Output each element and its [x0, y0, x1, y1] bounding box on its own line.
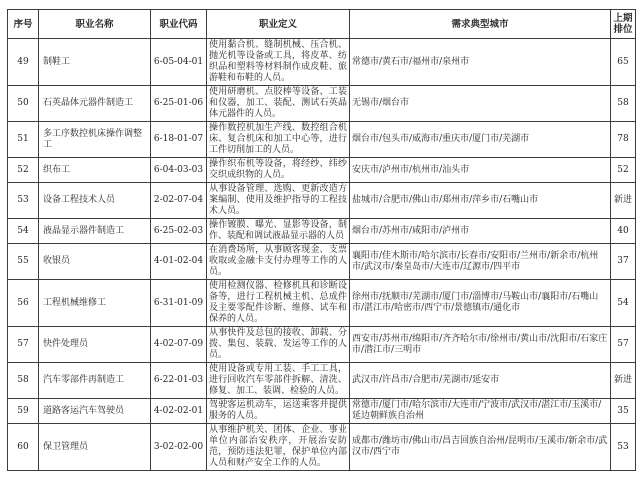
cell-serial-no: 56	[8, 280, 39, 327]
table-body	[8, 39, 636, 471]
occupation-row	[8, 219, 636, 244]
cell-occupation-code: 4-01-02-04	[151, 244, 207, 280]
occupation-row	[8, 327, 636, 363]
cell-occupation-code: 4-02-07-09	[151, 327, 207, 363]
cell-occupation-name: 保卫管理员	[39, 424, 151, 471]
occupations-table	[7, 9, 636, 471]
occupation-row	[8, 158, 636, 183]
occupation-row	[8, 86, 636, 122]
cell-occupation-name: 多工序数控机床操作调整工	[39, 122, 151, 158]
occupation-row	[8, 280, 636, 327]
cell-definition: 从事快件及总包的接收、卸载、分拨、集包、装载、发运等工作的人员。	[207, 327, 350, 363]
occupation-row	[8, 244, 636, 280]
cell-prev-rank: 57	[611, 327, 636, 363]
cell-definition: 使用研磨机、点胶棒等设备、工装和仪器，加工、装配、测试石英晶体元器件的人员。	[207, 86, 350, 122]
cell-serial-no: 58	[8, 363, 39, 399]
cell-serial-no: 53	[8, 183, 39, 219]
cell-occupation-code: 6-25-02-03	[151, 219, 207, 244]
cell-definition: 从事维护机关、团体、企业、事业单位内部治安秩序，开展治安防范，预防违法犯罪，保护单位内部人员和财产安全工作的人员。	[207, 424, 350, 471]
cell-serial-no: 50	[8, 86, 39, 122]
cell-demand-cities: 武汉市/许昌市/合肥市/芜湖市/延安市	[350, 363, 611, 399]
occupation-row	[8, 39, 636, 86]
cell-occupation-name: 石英晶体元器件制造工	[39, 86, 151, 122]
cell-occupation-name: 工程机械维修工	[39, 280, 151, 327]
column-header-demand-cities: 需求典型城市	[350, 10, 611, 39]
cell-occupation-name: 快件处理员	[39, 327, 151, 363]
cell-demand-cities: 西安市/苏州市/绵阳市/齐齐哈尔市/徐州市/黄山市/沈阳市/石家庄市/潜江市/三明市	[350, 327, 611, 363]
column-header-prev-rank: 上期排位	[611, 10, 636, 39]
cell-serial-no: 54	[8, 219, 39, 244]
cell-prev-rank: 78	[611, 122, 636, 158]
cell-demand-cities: 盐城市/合肥市/佛山市/郑州市/萍乡市/石嘴山市	[350, 183, 611, 219]
occupation-row	[8, 399, 636, 424]
cell-demand-cities: 襄阳市/佳木斯市/哈尔滨市/长春市/安阳市/兰州市/新余市/杭州市/武汉市/秦皇岛市/大连市/辽源市/四平市	[350, 244, 611, 280]
cell-prev-rank: 37	[611, 244, 636, 280]
cell-prev-rank: 40	[611, 219, 636, 244]
cell-occupation-name: 收银员	[39, 244, 151, 280]
cell-demand-cities: 常德市/黄石市/福州市/泉州市	[350, 39, 611, 86]
cell-definition: 使用黏合机、缝制机械、压合机、抛光机等设备或工具，将皮革、纺织品和塑料等材料制作成皮鞋、旅游鞋和布鞋的人员。	[207, 39, 350, 86]
cell-occupation-code: 4-02-02-01	[151, 399, 207, 424]
cell-prev-rank: 52	[611, 158, 636, 183]
column-header-occupation-name: 职业名称	[39, 10, 151, 39]
cell-prev-rank: 35	[611, 399, 636, 424]
cell-demand-cities: 无锡市/烟台市	[350, 86, 611, 122]
cell-demand-cities: 烟台市/苏州市/咸阳市/泸州市	[350, 219, 611, 244]
cell-demand-cities: 烟台市/包头市/威海市/重庆市/厦门市/芜湖市	[350, 122, 611, 158]
cell-serial-no: 55	[8, 244, 39, 280]
cell-definition: 操作镀膜、曝光、显影等设备，制作、装配和调试液晶显示器的人员	[207, 219, 350, 244]
cell-definition: 使用设备或专用工装、手工工具，进行回收汽车零部件拆解、清洗、修复、加工、装调、检验的人员。	[207, 363, 350, 399]
column-header-definition: 职业定义	[207, 10, 350, 39]
column-header-occupation-code: 职业代码	[151, 10, 207, 39]
column-header-no: 序号	[8, 10, 39, 39]
cell-serial-no: 57	[8, 327, 39, 363]
cell-occupation-name: 制鞋工	[39, 39, 151, 86]
cell-occupation-code: 6-05-04-01	[151, 39, 207, 86]
cell-prev-rank: 新进	[611, 363, 636, 399]
cell-prev-rank: 58	[611, 86, 636, 122]
header-row	[8, 10, 636, 39]
cell-definition: 在消费场所，从事顾客现金、支票收取或金融卡支付办理等工作的人员。	[207, 244, 350, 280]
cell-serial-no: 60	[8, 424, 39, 471]
cell-prev-rank: 新进	[611, 183, 636, 219]
occupation-row	[8, 363, 636, 399]
cell-demand-cities: 常德市/厦门市/哈尔滨市/大连市/宁波市/武汉市/湛江市/玉溪市/延边朝鲜族自治州	[350, 399, 611, 424]
cell-occupation-code: 3-02-02-00	[151, 424, 207, 471]
cell-occupation-name: 织布工	[39, 158, 151, 183]
cell-occupation-name: 设备工程技术人员	[39, 183, 151, 219]
cell-definition: 操作数控机加生产线、数控组合机床、复合机床和加工中心等，进行工件切削加工的人员。	[207, 122, 350, 158]
cell-serial-no: 52	[8, 158, 39, 183]
cell-occupation-code: 6-04-03-03	[151, 158, 207, 183]
cell-demand-cities: 徐州市/抚顺市/芜湖市/厦门市/淄博市/马鞍山市/襄阳市/石嘴山市/湛江市/哈密市/西宁市/景德镇市/通化市	[350, 280, 611, 327]
cell-definition: 驾驶客运机动车，运送乘客并提供服务的人员。	[207, 399, 350, 424]
occupation-row	[8, 122, 636, 158]
table-header	[8, 10, 636, 39]
cell-prev-rank: 65	[611, 39, 636, 86]
cell-prev-rank: 53	[611, 424, 636, 471]
cell-occupation-name: 汽车零部件再制造工	[39, 363, 151, 399]
cell-definition: 使用检测仪器、检修机具和诊断设备等，进行工程机械主机、总成件及主要零配件诊断、维修、试车和保养的人员。	[207, 280, 350, 327]
occupation-row	[8, 183, 636, 219]
cell-occupation-code: 6-18-01-07	[151, 122, 207, 158]
cell-definition: 操作织布机等设备，将经纱、纬纱交织成织物的人员。	[207, 158, 350, 183]
cell-occupation-code: 2-02-07-04	[151, 183, 207, 219]
cell-demand-cities: 成都市/潍坊市/佛山市/昌吉回族自治州/昆明市/玉溪市/新余市/武汉市/西宁市	[350, 424, 611, 471]
cell-occupation-name: 道路客运汽车驾驶员	[39, 399, 151, 424]
cell-definition: 从事设备管理、选购、更新改造方案编制、使用及维护指导的工程技术人员。	[207, 183, 350, 219]
cell-occupation-code: 6-31-01-09	[151, 280, 207, 327]
cell-serial-no: 49	[8, 39, 39, 86]
cell-demand-cities: 安庆市/泸州市/杭州市/汕头市	[350, 158, 611, 183]
cell-serial-no: 59	[8, 399, 39, 424]
cell-prev-rank: 54	[611, 280, 636, 327]
cell-occupation-code: 6-22-01-03	[151, 363, 207, 399]
cell-serial-no: 51	[8, 122, 39, 158]
occupation-row	[8, 424, 636, 471]
cell-occupation-name: 液晶显示器件制造工	[39, 219, 151, 244]
cell-occupation-code: 6-25-01-06	[151, 86, 207, 122]
